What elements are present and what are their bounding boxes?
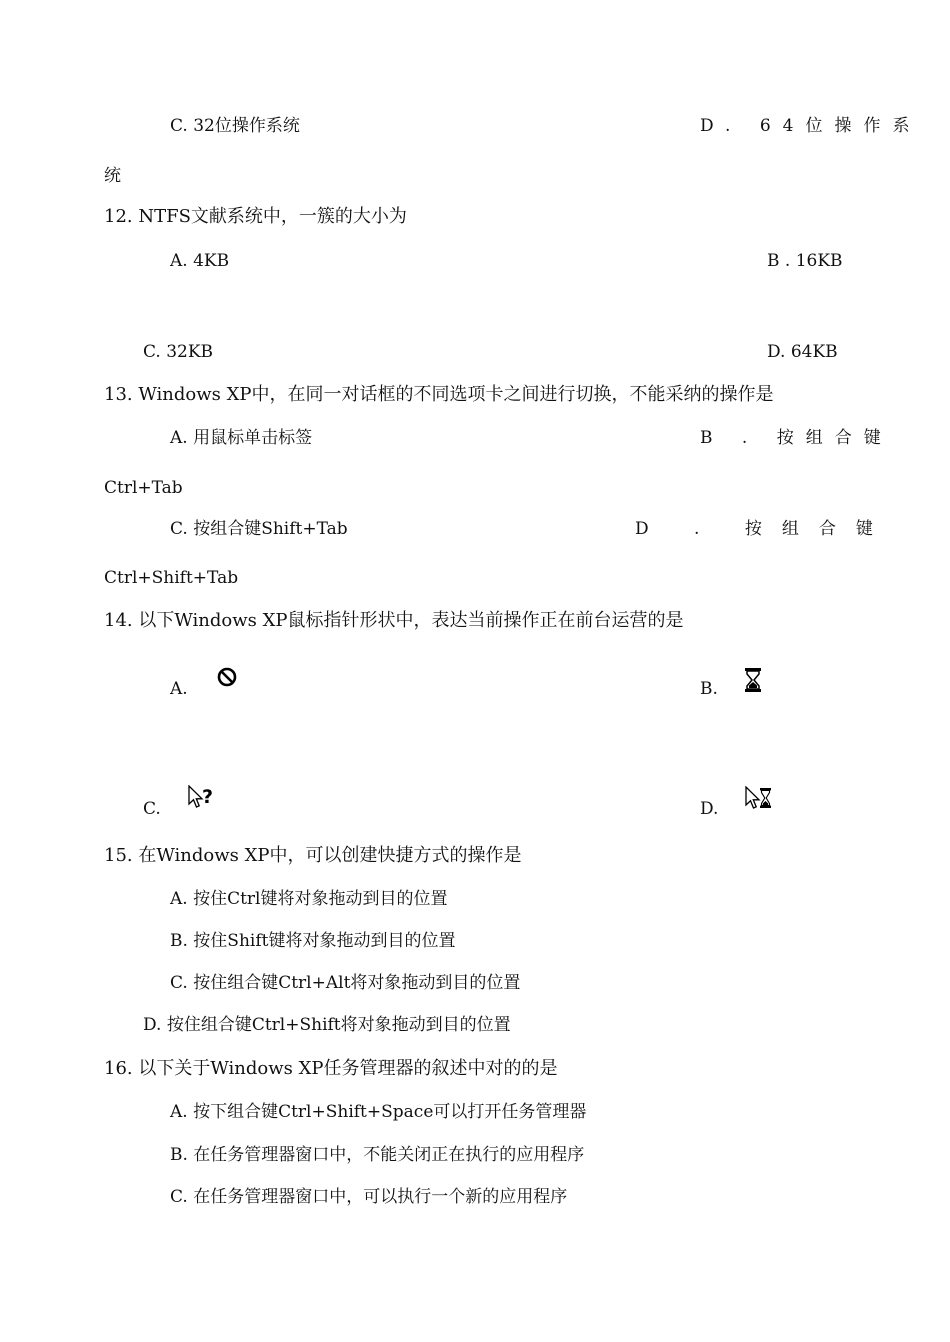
help-select-cursor-icon [188,785,218,811]
q15-option-c: C. 按住组合键Ctrl+Alt将对象拖动到目的位置 [170,973,521,993]
q14-option-a: A. [170,679,188,699]
q15-option-a: A. 按住Ctrl键将对象拖动到目的位置 [170,889,448,909]
q16-option-a: A. 按下组合键Ctrl+Shift+Space可以打开任务管理器 [170,1102,587,1122]
q12-stem: 12. NTFS文献系统中，一簇的大小为 [104,206,407,227]
working-in-background-cursor-icon [745,786,775,812]
q12-option-a: A. 4KB [170,251,230,271]
q15-stem: 15. 在Windows XP中，可以创建快捷方式的操作是 [104,845,522,866]
unavailable-cursor-icon [216,666,238,688]
q11-option-d-wrap: 统 [104,166,121,186]
q13-option-b: B . 按组合键 [700,428,893,448]
q14-option-b: B. [700,679,718,699]
svg-text:?: ? [202,786,214,808]
q16-stem: 16. 以下关于Windows XP任务管理器的叙述中对的的是 [104,1058,558,1079]
q13-option-b-wrap: Ctrl+Tab [104,478,183,498]
q13-option-d-wrap: Ctrl+Shift+Tab [104,568,239,588]
q12-option-d: D. 64KB [767,342,838,362]
q11-option-d: D. 64位操作系 [700,116,922,136]
hourglass-cursor-icon [744,667,762,693]
q13-stem: 13. Windows XP中，在同一对话框的不同选项卡之间进行切换，不能采纳的操作是 [104,384,774,405]
q13-option-c: C. 按组合键Shift+Tab [170,519,348,539]
q12-option-b: B . 16KB [767,251,843,271]
q16-option-b: B. 在任务管理器窗口中，不能关闭正在执行的应用程序 [170,1145,585,1165]
q14-stem: 14. 以下Windows XP鼠标指针形状中，表达当前操作正在前台运营的是 [104,610,684,631]
q12-option-c: C. 32KB [143,342,214,362]
q13-option-d: D . 按组合键 [635,519,893,539]
q15-option-d: D. 按住组合键Ctrl+Shift将对象拖动到目的位置 [143,1015,511,1035]
q14-option-c: C. [143,799,161,819]
q11-option-c: C. 32位操作系统 [170,116,300,136]
q16-option-c: C. 在任务管理器窗口中，可以执行一个新的应用程序 [170,1187,568,1207]
q14-option-d: D. [700,799,719,819]
q15-option-b: B. 按住Shift键将对象拖动到目的位置 [170,931,456,951]
q13-option-a: A. 用鼠标单击标签 [170,428,313,448]
